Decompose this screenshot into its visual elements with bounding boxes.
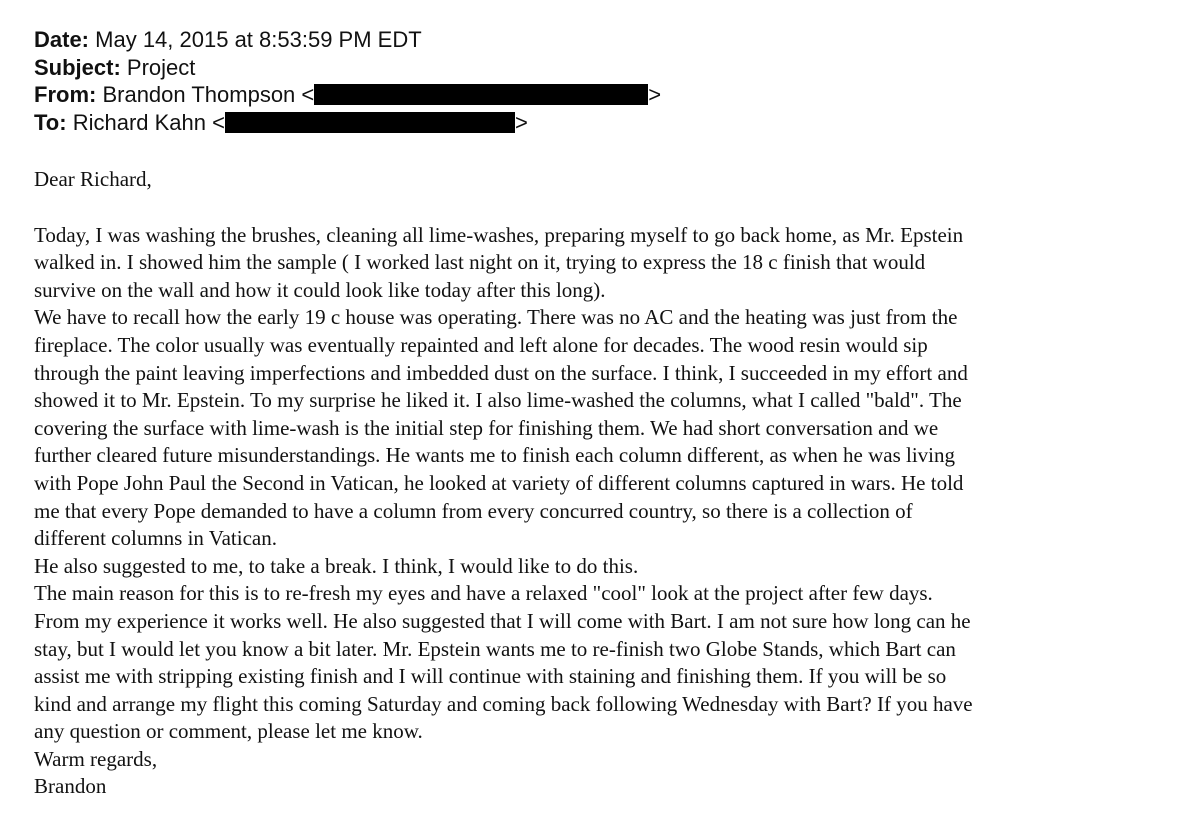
from-label: From: [34, 82, 97, 107]
body-line: walked in. I showed him the sample ( I worked last night on it, trying to express the 18 c finish that would [34, 250, 926, 275]
body-line: showed it to Mr. Epstein. To my surprise he liked it. I also lime-washed the columns, what I called "bald". The [34, 388, 962, 413]
body-line: covering the surface with lime-wash is the initial step for finishing them. We had short conversation and we [34, 415, 939, 440]
from-name: Brandon Thompson < [102, 82, 315, 107]
to-line [34, 109, 661, 137]
body-line: with Pope John Paul the Second in Vatican, he looked at variety of different columns captured in wars. He told [34, 470, 964, 495]
date-label: Date: [34, 27, 90, 52]
closing: Warm regards, [34, 746, 158, 771]
body-line: through the paint leaving imperfections and imbedded dust on the surface. I think, I succeeded in my effort and [34, 360, 968, 385]
subject-line [34, 54, 661, 82]
from-line [34, 81, 661, 109]
body-line: stay, but I would let you know a bit later. Mr. Epstein wants me to re-finish two Globe Stands, which Bart can [34, 636, 956, 661]
date-line [34, 26, 661, 54]
email-header [34, 26, 661, 136]
email-body [34, 166, 1169, 801]
body-line: assist me with stripping existing finish and I will continue with staining and finishing them. If you will be so [34, 664, 947, 689]
body-line: further cleared future misunderstandings. He wants me to finish each column different, as when he was living [34, 443, 956, 468]
greeting: Dear Richard, [34, 167, 152, 191]
subject-value: Project [126, 54, 196, 80]
body-paragraphs [34, 222, 1169, 746]
signature: Brandon [34, 774, 107, 799]
from-email-redaction [314, 84, 648, 105]
body-line: The main reason for this is to re-fresh my eyes and have a relaxed "cool" look at the project after few days. [34, 581, 933, 606]
body-line: survive on the wall and how it could look like today after this long). [34, 277, 606, 302]
body-line: different columns in Vatican. [34, 526, 277, 551]
date-value: May 14, 2015 at 8:53:59 PM EDT [95, 27, 422, 52]
to-name: Richard Kahn < [72, 109, 225, 135]
to-label: To: [34, 109, 67, 135]
subject-label: Subject: [34, 54, 121, 80]
to-close: > [514, 109, 528, 135]
body-line: kind and arrange my flight this coming Saturday and coming back following Wednesday with Bart? If you have [34, 691, 973, 716]
body-line: fireplace. The color usually was eventually repainted and left alone for decades. The wood resin would sip [34, 332, 928, 357]
body-line: any question or comment, please let me know. [34, 719, 423, 744]
body-line: me that every Pope demanded to have a column from every concurred country, so there is a collection of [34, 498, 913, 523]
body-line: He also suggested to me, to take a break. I think, I would like to do this. [34, 553, 639, 578]
body-line: Today, I was washing the brushes, cleaning all lime-washes, preparing myself to go back home, as Mr. Epstein [34, 222, 964, 247]
body-line: From my experience it works well. He also suggested that I will come with Bart. I am not sure how long can he [34, 608, 971, 633]
to-email-redaction [225, 112, 515, 133]
body-line: We have to recall how the early 19 c house was operating. There was no AC and the heating was just from the [34, 305, 958, 330]
from-close: > [648, 82, 662, 107]
